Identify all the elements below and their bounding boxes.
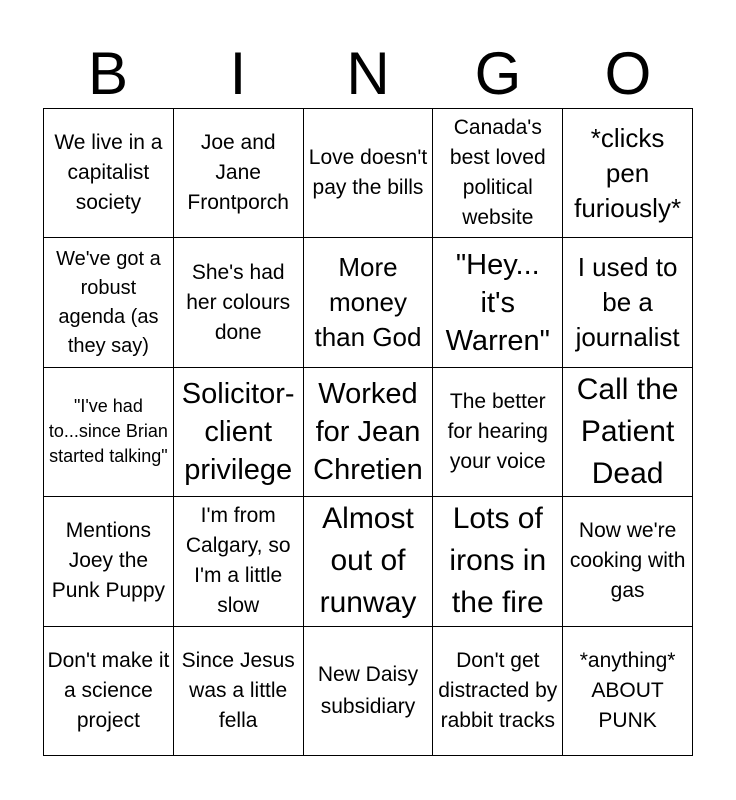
header-letter-i: I <box>229 40 247 107</box>
header-letter-g: G <box>474 40 522 107</box>
bingo-cell[interactable] <box>433 238 563 367</box>
header-letter-n: N <box>346 40 390 107</box>
bingo-grid <box>43 108 693 756</box>
bingo-cell[interactable] <box>44 109 174 238</box>
bingo-cell[interactable] <box>304 627 434 756</box>
bingo-cell[interactable] <box>433 368 563 497</box>
cell-text: Since Jesus was a little fella <box>181 648 295 732</box>
bingo-cell[interactable] <box>174 238 304 367</box>
bingo-cell[interactable] <box>174 368 304 497</box>
bingo-cell[interactable] <box>563 627 693 756</box>
cell-text: She's had her colours done <box>186 260 291 344</box>
bingo-cell[interactable] <box>304 238 434 367</box>
cell-text: Call the Patient Dead <box>576 373 679 490</box>
cell-text: *anything* ABOUT PUNK <box>579 648 676 732</box>
cell-text: I'm from Calgary, so I'm a little slow <box>185 504 291 618</box>
cell-text: Solicitor-client privilege <box>181 377 295 486</box>
bingo-cell[interactable] <box>44 497 174 626</box>
bingo-cell[interactable] <box>304 109 434 238</box>
cell-text: We live in a capitalist society <box>54 131 163 215</box>
header-letter-b: B <box>87 40 129 107</box>
bingo-cell[interactable] <box>563 238 693 367</box>
cell-text: Now we're cooking with gas <box>569 519 686 603</box>
header-letter-o: O <box>604 40 652 107</box>
cell-text: Lots of irons in the fire <box>449 502 547 620</box>
cell-text: Don't make it a science project <box>47 648 170 732</box>
cell-text: Don't get distracted by rabbit tracks <box>438 648 558 732</box>
bingo-cell[interactable] <box>433 627 563 756</box>
bingo-cell[interactable] <box>433 497 563 626</box>
cell-text: Almost out of runway <box>319 502 417 620</box>
cell-text: Love doesn't pay the bills <box>308 146 428 200</box>
cell-text: "Hey... it's Warren" <box>445 248 550 357</box>
bingo-cell[interactable] <box>563 368 693 497</box>
cell-text: *clicks pen furiously* <box>574 122 682 223</box>
bingo-cell[interactable] <box>304 497 434 626</box>
bingo-cell[interactable] <box>44 368 174 497</box>
cell-text: New Daisy subsidiary <box>317 662 419 718</box>
cell-text: Worked for Jean Chretien <box>313 377 423 486</box>
bingo-cell[interactable] <box>433 109 563 238</box>
bingo-cell[interactable] <box>304 368 434 497</box>
bingo-cell[interactable] <box>174 109 304 238</box>
bingo-cell[interactable] <box>174 627 304 756</box>
cell-text: I used to be a journalist <box>575 252 680 353</box>
bingo-cell[interactable] <box>44 238 174 367</box>
cell-text: Canada's best loved political website <box>449 116 546 230</box>
bingo-cell[interactable] <box>563 109 693 238</box>
cell-text: Mentions Joey the Punk Puppy <box>51 519 166 603</box>
cell-text: "I've had to...since Brian started talking" <box>48 396 168 467</box>
bingo-cell[interactable] <box>563 497 693 626</box>
bingo-header <box>43 40 693 108</box>
cell-text: The better for hearing your voice <box>447 389 548 473</box>
cell-text: We've got a robust agenda (as they say) <box>56 247 161 357</box>
cell-text: More money than God <box>314 252 422 353</box>
cell-text: Joe and Jane Frontporch <box>187 131 289 215</box>
bingo-cell[interactable] <box>174 497 304 626</box>
bingo-cell[interactable] <box>44 627 174 756</box>
